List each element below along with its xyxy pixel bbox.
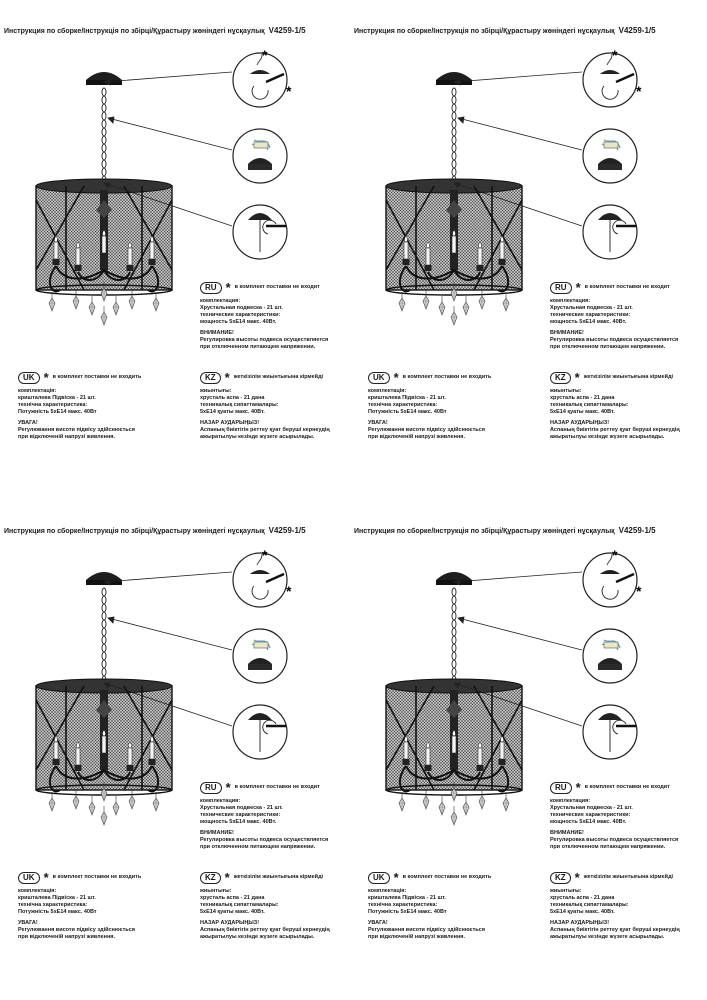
ru-section — [550, 782, 678, 851]
callout-star-top: * — [612, 47, 618, 63]
warning-line-2: при відключеній напрузі живлення. — [18, 933, 116, 940]
star-icon: * — [225, 280, 231, 295]
warning-line-1: Регулювання висоти підвісу здійснюється — [368, 926, 485, 933]
uk-section — [368, 872, 491, 941]
kit-label: жиынтығы: — [550, 888, 582, 894]
warning-line-2: ажыратылуы кезінде жүзеге асырылады. — [200, 933, 315, 940]
spec-label: технічна характеристика: — [18, 402, 88, 409]
star-icon: * — [224, 870, 230, 885]
warning-label: ВНИМАНИЕ! — [550, 329, 584, 336]
page-title: Инструкция по сборке/Інструкція по збірці/Құрастыру жөніндегі нұсқаулық V4259-1/5 — [4, 526, 306, 535]
model-number: V4259-1/5 — [618, 26, 656, 35]
warning-line-1: Аспаның биіктігін реттеу қуат беруші кернеудің — [550, 926, 680, 933]
spec-value: Потужність 5xE14 макс. 40Вт — [18, 909, 97, 916]
kit-label: комплектація: — [368, 888, 407, 894]
kit-value: Хрустальная подвеска - 21 шт. — [550, 805, 633, 812]
callout-star-bottom: * — [636, 83, 642, 99]
page-title: Инструкция по сборке/Інструкція по збірці/Құрастыру жөніндегі нұсқаулық V4259-1/5 — [4, 26, 306, 35]
kit-label: комплектація: — [368, 388, 407, 394]
warning-label: НАЗАР АУДАРЫҢЫЗ! — [200, 919, 260, 926]
not-included-text: жеткізілім жиынтығына кірмейді — [583, 374, 674, 381]
spec-value: 5xE14 қуаты макс. 40Вт. — [200, 409, 265, 416]
kz-badge: KZ — [200, 372, 221, 384]
kz-badge: KZ — [550, 372, 571, 384]
kit-value: Хрустальная подвеска - 21 шт. — [550, 305, 633, 312]
warning-line-2: при отключенном питающем напряжении. — [550, 843, 666, 850]
kit-label: комплектация: — [200, 298, 241, 304]
star-icon: * — [43, 370, 49, 385]
not-included-text: жеткізілім жиынтығына кірмейді — [233, 374, 324, 381]
not-included-text: в комплект поставки не входить — [52, 374, 142, 381]
warning-line-2: ажыратылуы кезінде жүзеге асырылады. — [550, 933, 665, 940]
kit-value: кришталева Підвіска - 21 шт. — [368, 395, 446, 402]
callout-star-bottom: * — [286, 83, 292, 99]
callout-star-top: * — [612, 547, 618, 563]
uk-badge: UK — [368, 872, 390, 884]
spec-value: мощность 5xE14 макс. 40Вт. — [200, 319, 277, 326]
not-included-text: в комплект поставки не входит — [234, 784, 320, 791]
kit-label: комплектация: — [200, 798, 241, 804]
not-included-text: в комплект поставки не входить — [402, 874, 492, 881]
not-included-text: в комплект поставки не входит — [584, 784, 670, 791]
not-included-text: в комплект поставки не входит — [584, 284, 670, 291]
warning-line-1: Регулювання висоти підвісу здійснюється — [368, 426, 485, 433]
kit-label: комплектація: — [18, 888, 57, 894]
instruction-panel-2 — [354, 20, 704, 500]
star-icon: * — [574, 370, 580, 385]
model-number: V4259-1/5 — [268, 526, 306, 535]
uk-badge: UK — [18, 372, 40, 384]
kit-value: кришталева Підвіска - 21 шт. — [368, 895, 446, 902]
warning-line-2: ажыратылуы кезінде жүзеге асырылады. — [550, 433, 665, 440]
warning-label: НАЗАР АУДАРЫҢЫЗ! — [550, 419, 610, 426]
spec-label: технічна характеристика: — [18, 902, 88, 909]
kz-section — [200, 872, 330, 941]
not-included-text: в комплект поставки не входить — [402, 374, 492, 381]
kit-value: хрусталь аспа - 21 дана — [200, 395, 265, 402]
kit-label: жиынтығы: — [200, 388, 232, 394]
warning-label: УВАГА! — [18, 419, 38, 426]
callout-star-top: * — [262, 47, 268, 63]
ru-badge: RU — [550, 782, 572, 794]
warning-line-1: Регулировка высоты подвеса осуществляется — [550, 836, 679, 843]
kit-label: комплектация: — [550, 298, 591, 304]
spec-label: техникалық сипаттамалары: — [200, 402, 279, 409]
warning-line-1: Аспаның биіктігін реттеу қуат беруші кернеудің — [200, 926, 330, 933]
spec-label: техникалық сипаттамалары: — [550, 902, 629, 909]
warning-line-1: Регулювання висоти підвісу здійснюється — [18, 926, 135, 933]
spec-value: мощность 5xE14 макс. 40Вт. — [200, 819, 277, 826]
warning-label: УВАГА! — [368, 419, 388, 426]
star-icon: * — [575, 780, 581, 795]
spec-label: технічна характеристика: — [368, 902, 438, 909]
warning-line-2: при відключеній напрузі живлення. — [18, 433, 116, 440]
uk-section — [18, 872, 141, 941]
ru-section — [200, 282, 328, 351]
warning-label: ВНИМАНИЕ! — [200, 329, 234, 336]
uk-section — [18, 372, 141, 441]
kit-value: кришталева Підвіска - 21 шт. — [18, 895, 96, 902]
spec-value: 5xE14 қуаты макс. 40Вт. — [550, 909, 615, 916]
star-icon: * — [393, 370, 399, 385]
callout-star-bottom: * — [636, 583, 642, 599]
ru-section — [200, 782, 328, 851]
ru-badge: RU — [200, 782, 222, 794]
spec-label: технические характеристики: — [550, 312, 631, 319]
instruction-panel-1 — [4, 20, 354, 500]
star-icon: * — [43, 870, 49, 885]
kit-label: комплектация: — [550, 798, 591, 804]
page-title: Инструкция по сборке/Інструкція по збірці/Құрастыру жөніндегі нұсқаулық V4259-1/5 — [354, 526, 656, 535]
warning-label: НАЗАР АУДАРЫҢЫЗ! — [550, 919, 610, 926]
not-included-text: в комплект поставки не входить — [52, 874, 142, 881]
kit-label: комплектація: — [18, 388, 57, 394]
model-number: V4259-1/5 — [618, 526, 656, 535]
warning-label: УВАГА! — [18, 919, 38, 926]
warning-label: ВНИМАНИЕ! — [550, 829, 584, 836]
instruction-panel-3 — [4, 520, 354, 1000]
kit-value: хрусталь аспа - 21 дана — [550, 895, 615, 902]
ru-section — [550, 282, 678, 351]
star-icon: * — [224, 370, 230, 385]
star-icon: * — [574, 870, 580, 885]
ru-badge: RU — [550, 282, 572, 294]
warning-line-2: ажыратылуы кезінде жүзеге асырылады. — [200, 433, 315, 440]
warning-label: ВНИМАНИЕ! — [200, 829, 234, 836]
not-included-text: в комплект поставки не входит — [234, 284, 320, 291]
callout-star-top: * — [262, 547, 268, 563]
kz-section — [550, 372, 680, 441]
uk-badge: UK — [368, 372, 390, 384]
spec-label: технические характеристики: — [200, 312, 281, 319]
spec-value: 5xE14 қуаты макс. 40Вт. — [550, 409, 615, 416]
spec-label: техникалық сипаттамалары: — [200, 902, 279, 909]
warning-line-2: при відключеній напрузі живлення. — [368, 933, 466, 940]
spec-label: технічна характеристика: — [368, 402, 438, 409]
not-included-text: жеткізілім жиынтығына кірмейді — [583, 874, 674, 881]
star-icon: * — [393, 870, 399, 885]
warning-line-1: Регулировка высоты подвеса осуществляется — [550, 336, 679, 343]
kit-value: хрусталь аспа - 21 дана — [550, 395, 615, 402]
spec-value: 5xE14 қуаты макс. 40Вт. — [200, 909, 265, 916]
kz-section — [200, 372, 330, 441]
model-number: V4259-1/5 — [268, 26, 306, 35]
uk-badge: UK — [18, 872, 40, 884]
spec-value: Потужність 5xE14 макс. 40Вт — [368, 909, 447, 916]
kz-badge: KZ — [200, 872, 221, 884]
warning-line-2: при отключенном питающем напряжении. — [550, 343, 666, 350]
warning-line-1: Регулювання висоти підвісу здійснюється — [18, 426, 135, 433]
kit-value: хрусталь аспа - 21 дана — [200, 895, 265, 902]
ru-badge: RU — [200, 282, 222, 294]
kz-section — [550, 872, 680, 941]
spec-value: мощность 5xE14 макс. 40Вт. — [550, 819, 627, 826]
star-icon: * — [575, 280, 581, 295]
page-title: Инструкция по сборке/Інструкція по збірці/Құрастыру жөніндегі нұсқаулық V4259-1/5 — [354, 26, 656, 35]
spec-value: Потужність 5xE14 макс. 40Вт — [368, 409, 447, 416]
kit-value: кришталева Підвіска - 21 шт. — [18, 395, 96, 402]
warning-line-2: при отключенном питающем напряжении. — [200, 343, 316, 350]
warning-line-1: Регулировка высоты подвеса осуществляется — [200, 836, 329, 843]
warning-line-2: при відключеній напрузі живлення. — [368, 433, 466, 440]
spec-value: мощность 5xE14 макс. 40Вт. — [550, 319, 627, 326]
spec-value: Потужність 5xE14 макс. 40Вт — [18, 409, 97, 416]
warning-line-1: Аспаның биіктігін реттеу қуат беруші кернеудің — [200, 426, 330, 433]
kit-value: Хрустальная подвеска - 21 шт. — [200, 805, 283, 812]
kit-label: жиынтығы: — [550, 388, 582, 394]
warning-line-2: при отключенном питающем напряжении. — [200, 843, 316, 850]
spec-label: технические характеристики: — [550, 812, 631, 819]
warning-line-1: Аспаның биіктігін реттеу қуат беруші кернеудің — [550, 426, 680, 433]
kz-badge: KZ — [550, 872, 571, 884]
spec-label: техникалық сипаттамалары: — [550, 402, 629, 409]
warning-label: НАЗАР АУДАРЫҢЫЗ! — [200, 419, 260, 426]
not-included-text: жеткізілім жиынтығына кірмейді — [233, 874, 324, 881]
kit-value: Хрустальная подвеска - 21 шт. — [200, 305, 283, 312]
callout-star-bottom: * — [286, 583, 292, 599]
kit-label: жиынтығы: — [200, 888, 232, 894]
instruction-panel-4 — [354, 520, 704, 1000]
spec-label: технические характеристики: — [200, 812, 281, 819]
star-icon: * — [225, 780, 231, 795]
warning-line-1: Регулировка высоты подвеса осуществляется — [200, 336, 329, 343]
warning-label: УВАГА! — [368, 919, 388, 926]
uk-section — [368, 372, 491, 441]
